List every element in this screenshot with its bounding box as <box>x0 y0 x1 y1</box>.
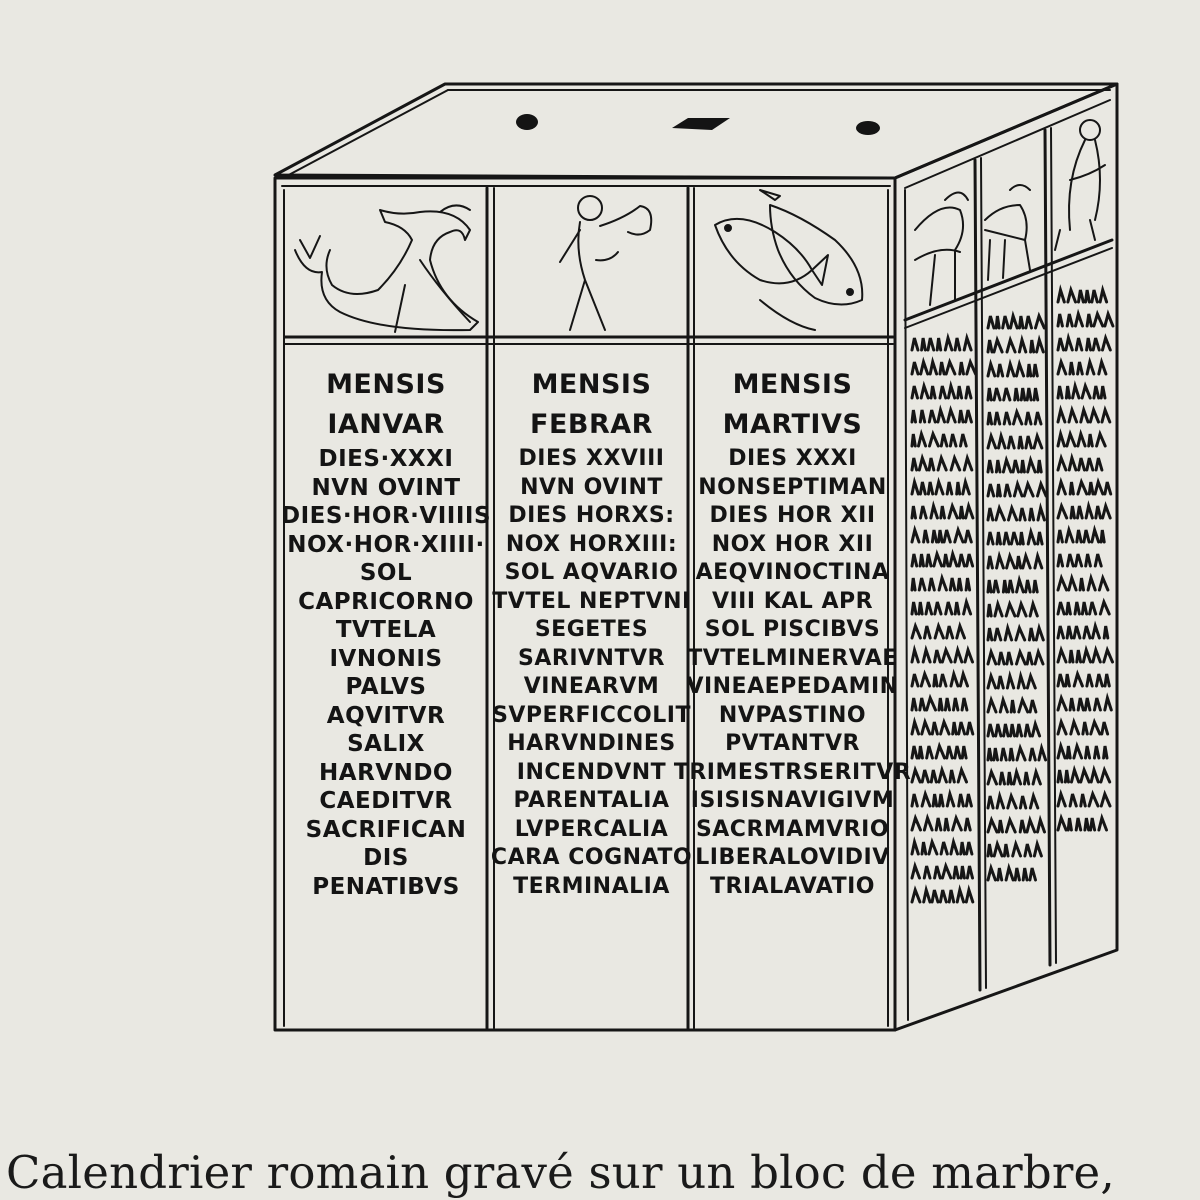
side-inscription-line <box>1058 530 1104 542</box>
side-inscription-line <box>988 700 1036 712</box>
inscription-line: DIES HOR XII <box>709 503 876 528</box>
inscription-line: CAEDITVR <box>319 788 453 814</box>
column-martius <box>673 365 912 901</box>
inscription-line: PVTANTVR <box>725 731 860 756</box>
side-inscription-line <box>912 554 973 566</box>
side-inscription-line <box>988 604 1037 616</box>
side-inscription-line <box>1058 338 1110 350</box>
inscription-line: SARIVNTVR <box>518 645 665 671</box>
side-inscription-line <box>912 818 970 830</box>
side-inscription-line <box>1058 674 1109 686</box>
side-inscription-line <box>912 386 971 398</box>
top-hole-right <box>856 121 880 135</box>
side-inscription-line <box>988 772 1040 784</box>
side-inscription-line <box>1058 458 1102 470</box>
inscription-line: SACRMAMVRIO <box>695 816 890 842</box>
side-inscription-line <box>912 602 971 614</box>
inscription-line: FEBRAR <box>530 409 653 440</box>
inscription-line: PARENTALIA <box>513 788 670 813</box>
side-inscription-line <box>912 842 972 854</box>
inscription-line: MARTIVS <box>722 409 863 440</box>
inscription-line: SACRIFICAN <box>305 816 467 843</box>
side-inscription-line <box>988 868 1036 880</box>
side-inscription-line <box>988 556 1042 568</box>
side-inscription-line <box>912 722 973 734</box>
inscription-line: NONSEPTIMAN <box>698 474 887 500</box>
side-inscription-line <box>1058 554 1101 566</box>
side-inscription-line <box>988 820 1045 832</box>
side-inscription-line <box>988 796 1038 808</box>
side-inscription-line <box>1058 698 1111 710</box>
side-inscription-line <box>1058 602 1109 614</box>
side-inscription-line <box>988 412 1041 424</box>
inscription-line: SOL <box>359 560 413 586</box>
inscription-line: NOX HOR XII <box>711 531 874 557</box>
inscription-line: DIES·HOR·VIIIIS <box>281 503 492 529</box>
side-inscription-line <box>912 338 971 350</box>
pisces-icon <box>715 190 862 330</box>
side-inscription-line <box>912 578 970 590</box>
aries-icon <box>915 193 968 306</box>
inscription-line: HARVNDINES <box>507 731 676 756</box>
inscription-line: AQVITVR <box>326 702 446 729</box>
side-inscription-line <box>1058 818 1107 830</box>
inscription-line: SOL AQVARIO <box>504 560 679 585</box>
column-februarius <box>490 365 693 901</box>
side-inscription-line <box>912 674 968 686</box>
inscription-line: VINEAEPEDAMIN <box>686 674 899 699</box>
side-inscription-line <box>1058 362 1106 374</box>
side-inscription-line <box>988 532 1042 544</box>
top-hole-center <box>672 118 730 130</box>
inscription-line: NOX HORXIII: <box>505 531 678 557</box>
side-inscription-line <box>988 484 1046 496</box>
side-inscription-line <box>912 770 967 782</box>
block-top-face <box>275 84 1117 178</box>
side-inscription-line <box>988 628 1043 640</box>
side-inscription-line <box>912 626 965 638</box>
inscription-line: SOL PISCIBVS <box>704 617 881 642</box>
side-inscription-line <box>912 866 973 878</box>
inscription-line: DIES HORXS: <box>508 503 675 528</box>
aquarius-icon <box>560 196 651 330</box>
side-inscription-line <box>912 506 973 518</box>
side-inscription-line <box>988 460 1041 472</box>
side-inscription-line <box>1058 410 1110 422</box>
side-inscription-line <box>912 794 971 806</box>
inscription-line: TVTELA <box>335 617 437 643</box>
inscription-line: HARVNDO <box>319 759 453 786</box>
inscription-line: DIS <box>363 845 409 871</box>
inscription-line: ISISISNAVIGIVM <box>690 788 895 813</box>
side-inscription-line <box>988 748 1046 760</box>
side-inscription-line <box>912 482 969 494</box>
inscription-line: CARA COGNATO <box>490 845 693 870</box>
side-inscription-line <box>988 364 1037 376</box>
taurus-icon <box>985 185 1030 280</box>
top-hole-left <box>516 114 538 130</box>
side-inscription-line <box>912 458 972 470</box>
inscription-line: DIES XXVIII <box>518 446 665 471</box>
inscription-line: VINEARVM <box>523 674 660 699</box>
gemini-icon <box>1055 120 1105 250</box>
side-inscription-line <box>912 530 971 542</box>
inscription-line: DIES XXXI <box>728 446 857 471</box>
side-inscription-line <box>988 340 1043 352</box>
inscription-line: TRIALAVATIO <box>710 873 875 899</box>
side-inscription-line <box>988 724 1040 736</box>
inscription-line: TERMINALIA <box>513 873 670 899</box>
capricorn-icon <box>295 205 478 332</box>
inscription-line: TVTELMINERVAE <box>687 645 898 671</box>
inscription-line: NVN OVINT <box>311 474 461 501</box>
side-inscription-line <box>1058 770 1110 782</box>
column-heading: MENSIS <box>732 369 853 400</box>
side-inscription-line <box>1058 722 1108 734</box>
side-inscription-line <box>988 652 1043 664</box>
side-face-inscription <box>912 290 1113 902</box>
side-inscription-line <box>1058 386 1105 398</box>
inscription-line: SALIX <box>347 731 425 757</box>
inscription-line: NOX·HOR·XIIII· <box>287 531 485 558</box>
inscription-line: NVN OVINT <box>520 474 663 500</box>
column-heading: MENSIS <box>326 369 446 400</box>
inscription-line: TRIMESTRSERITVR <box>673 759 912 785</box>
side-inscription-line <box>1058 578 1108 590</box>
inscription-line: TVTEL NEPTVNI <box>492 588 691 614</box>
side-inscription-line <box>1058 482 1111 494</box>
inscription-line: LVPERCALIA <box>514 816 669 842</box>
side-inscription-line <box>1058 290 1107 302</box>
inscription-line: INCENDVNT <box>516 759 667 785</box>
column-heading: MENSIS <box>531 369 652 400</box>
side-inscription-line <box>1058 506 1110 518</box>
inscription-line: IVNONIS <box>329 645 443 672</box>
side-inscription-line <box>988 676 1035 688</box>
inscription-line: NVPASTINO <box>718 702 867 728</box>
inscription-line: SEGETES <box>534 617 649 642</box>
inscription-line: LIBERALOVIDIV <box>695 845 890 870</box>
inscription-line: CAPRICORNO <box>298 588 474 615</box>
side-inscription-line <box>912 434 966 446</box>
side-inscription-line <box>1058 746 1107 758</box>
caption: Calendrier romain gravé sur un bloc de marbre, <box>6 1146 1115 1199</box>
side-inscription-line <box>1058 626 1108 638</box>
inscription-line: AEQVINOCTINA <box>695 560 890 585</box>
side-inscription-line <box>988 388 1038 400</box>
side-inscription-line <box>988 580 1037 592</box>
side-inscription-line <box>988 316 1044 328</box>
side-inscription-line <box>1058 650 1113 662</box>
side-inscription-line <box>912 698 967 710</box>
inscription-line: IANVAR <box>327 409 445 440</box>
side-inscription-line <box>1058 794 1110 806</box>
side-inscription-line <box>912 650 973 662</box>
side-inscription-line <box>912 410 971 422</box>
side-inscription-line <box>988 508 1044 520</box>
side-inscription-line <box>1058 434 1105 446</box>
side-inscription-line <box>988 844 1041 856</box>
inscription-line: VIII KAL APR <box>711 588 874 614</box>
side-inscription-line <box>912 746 966 758</box>
inscription-line: SVPERFICCOLIT <box>492 702 691 728</box>
inscription-line: PALVS <box>345 674 427 700</box>
side-inscription-line <box>988 436 1042 448</box>
side-inscription-line <box>912 362 976 374</box>
inscription-line: DIES·XXXI <box>318 446 454 472</box>
column-ianuarius <box>281 365 492 901</box>
side-inscription-line <box>1058 314 1113 326</box>
inscription-line: PENATIBVS <box>312 873 460 900</box>
side-inscription-line <box>912 890 973 902</box>
